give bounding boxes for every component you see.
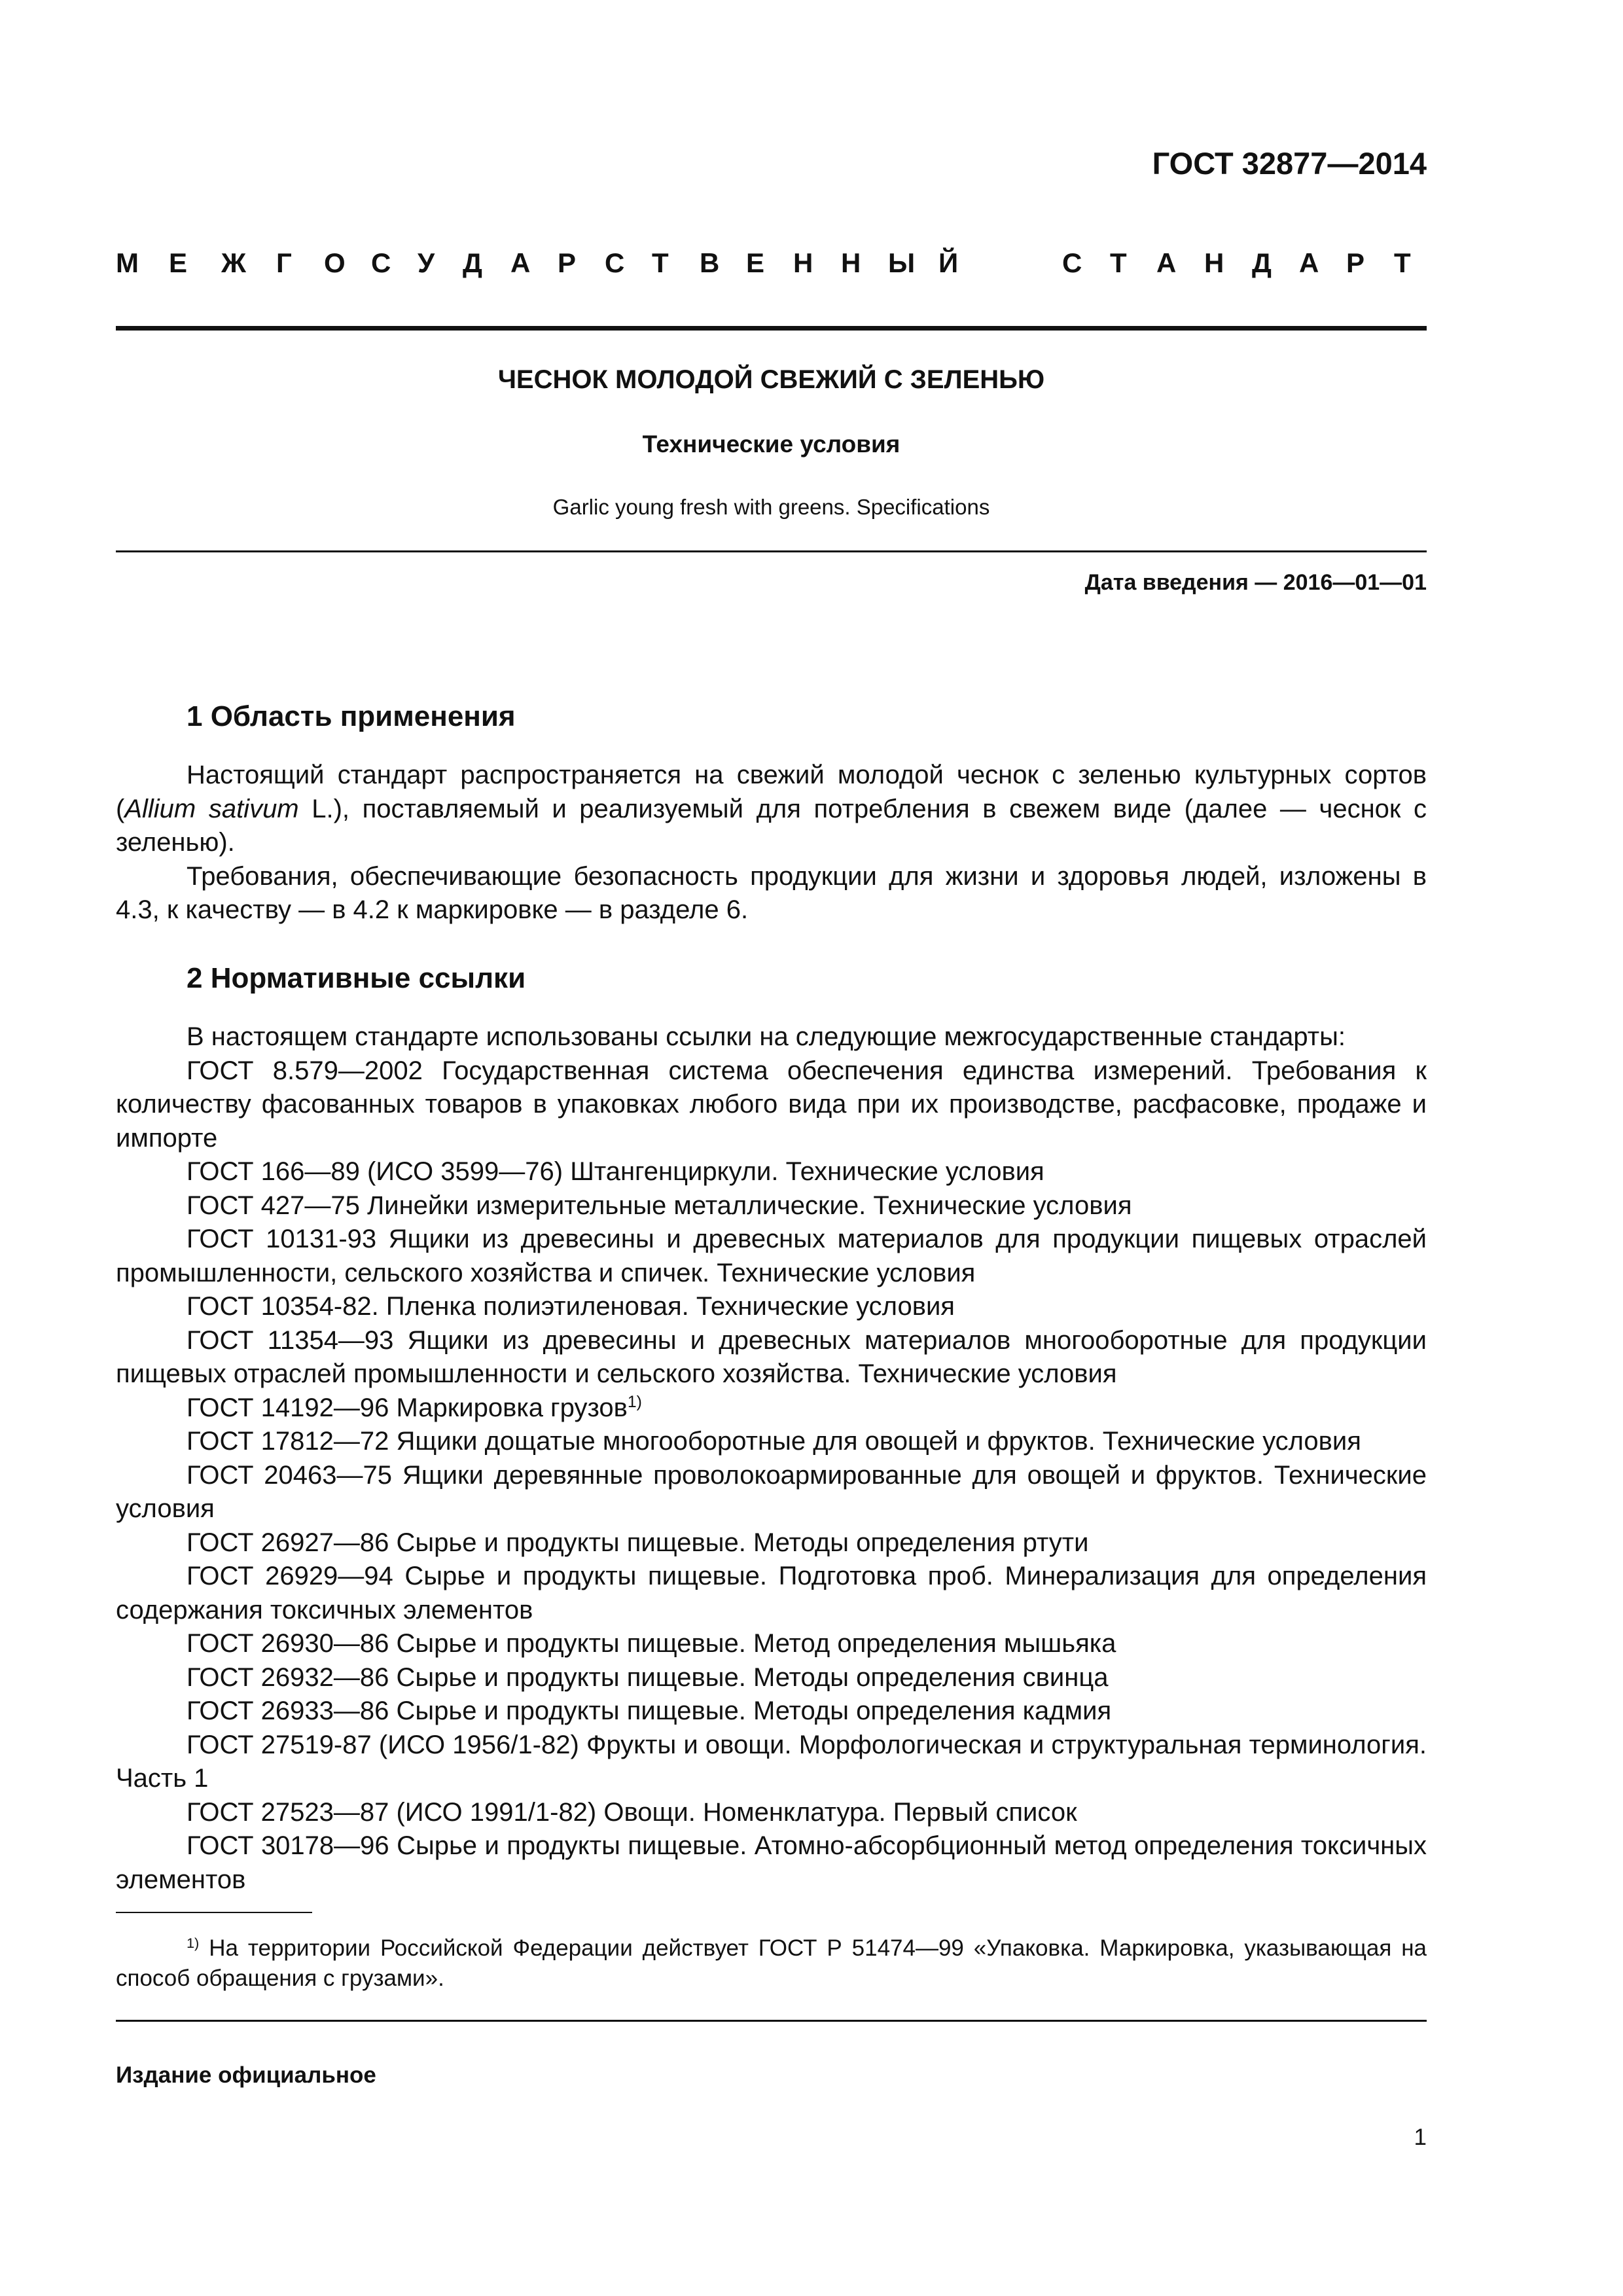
letter: М <box>116 247 139 278</box>
letter: Т <box>1394 247 1411 278</box>
letter: С <box>1062 247 1082 278</box>
footnote-paragraph <box>116 1933 1427 1994</box>
letter: Е <box>746 247 765 278</box>
title-rule <box>116 550 1427 552</box>
letter: Т <box>1110 247 1127 278</box>
letter: С <box>371 247 391 278</box>
english-title: Garlic young fresh with greens. Specifications <box>552 495 990 519</box>
letter: В <box>700 247 720 278</box>
letter: У <box>418 247 435 278</box>
letter: А <box>1299 247 1319 278</box>
document-subtitle: Технические условия <box>642 431 901 457</box>
reference-item: ГОСТ 26930—86 Сырье и продукты пищевые. Метод определения мышьяка <box>187 1629 1116 1658</box>
letter: С <box>605 247 625 278</box>
footnote-separator <box>116 1912 312 1913</box>
section-1-heading: 1 Область применения <box>187 700 516 732</box>
paragraph-text: Настоящий стандарт распространяется на свежий молодой чеснок с зеленью культурных сортов ( <box>116 761 1427 823</box>
reference-item: ГОСТ 30178—96 Сырье и продукты пищевые. Атомно-абсорбционный метод определения токсичных элементов <box>116 1831 1427 1894</box>
paragraph-text: L.), поставляемый и реализуемый для потребления в свежем виде (далее — чеснок с зеленью). <box>116 794 1427 857</box>
reference-item: ГОСТ 20463—75 Ящики деревянные проволокоармированные для овощей и фруктов. Технические условия <box>116 1460 1427 1523</box>
letter: Н <box>793 247 813 278</box>
reference-item: ГОСТ 10354-82. Пленка полиэтиленовая. Технические условия <box>187 1292 955 1321</box>
footnote-marker: 1) <box>187 1935 200 1952</box>
letter: Е <box>169 247 188 278</box>
letter: Т <box>652 247 669 278</box>
latin-name: Allium sativum <box>124 794 299 823</box>
letter: Й <box>938 247 959 278</box>
reference-item: ГОСТ 27519-87 (ИСО 1956/1-82) Фрукты и овощи. Морфологическая и структуральная терминология. Часть 1 <box>116 1730 1427 1793</box>
letter: Н <box>841 247 861 278</box>
reference-item: ГОСТ 427—75 Линейки измерительные металлические. Технические условия <box>187 1191 1132 1220</box>
reference-item: ГОСТ 8.579—2002 Государственная система обеспечения единства измерений. Требования к количеству фасованных товаров в упаковках любого вида при их производстве, расфасовке, продаже и импорте <box>116 1056 1427 1153</box>
section-2-intro: В настоящем стандарте использованы ссылки на следующие межгосударственные стандарты: <box>187 1022 1346 1051</box>
footer-rule <box>116 2020 1427 2022</box>
section-2-heading: 2 Нормативные ссылки <box>187 962 526 994</box>
letter: А <box>1156 247 1177 278</box>
reference-item: ГОСТ 26932—86 Сырье и продукты пищевые. Методы определения свинца <box>187 1662 1109 1692</box>
letter: А <box>510 247 531 278</box>
section-1-paragraph: Требования, обеспечивающие безопасность продукции для жизни и здоровья людей, изложены в 4.3, к качеству — в 4.2 к маркировке — в разделе 6. <box>116 861 1427 924</box>
letter: Ы <box>888 247 916 278</box>
page-number: 1 <box>1414 2125 1427 2150</box>
reference-item: ГОСТ 26929—94 Сырье и продукты пищевые. Подготовка проб. Минерализация для определения содержания токсичных элементов <box>116 1562 1427 1624</box>
footnote-text: На территории Российской Федерации действует ГОСТ Р 51474—99 «Упаковка. Маркировка, указывающая на способ обращения с грузами». <box>116 1935 1427 1991</box>
reference-text: ГОСТ 14192—96 Маркировка грузов <box>187 1393 628 1422</box>
letter: Р <box>1346 247 1365 278</box>
letter: Д <box>463 247 482 278</box>
standard-number: ГОСТ 32877—2014 <box>1152 146 1427 181</box>
letter: О <box>324 247 346 278</box>
edition-label: Издание официальное <box>116 2062 376 2088</box>
reference-item: ГОСТ 10131-93 Ящики из древесины и древесных материалов для продукции пищевых отраслей промышленности, сельского хозяйства и спичек. Технические условия <box>116 1225 1427 1287</box>
letter: Р <box>558 247 577 278</box>
section-1-paragraph <box>116 759 1427 860</box>
header-rule <box>116 326 1427 331</box>
reference-item: ГОСТ 26933—86 Сырье и продукты пищевые. Методы определения кадмия <box>187 1696 1112 1725</box>
letter: Д <box>1252 247 1272 278</box>
reference-item <box>116 1391 1427 1426</box>
document-title: ЧЕСНОК МОЛОДОЙ СВЕЖИЙ С ЗЕЛЕНЬЮ <box>497 365 1045 394</box>
footnote-marker: 1) <box>627 1393 642 1411</box>
intro-date: Дата введения — 2016—01—01 <box>1084 570 1427 595</box>
footnote <box>116 1933 1427 1994</box>
letter: Ж <box>221 247 246 278</box>
reference-item: ГОСТ 27523—87 (ИСО 1991/1-82) Овощи. Номенклатура. Первый список <box>187 1797 1077 1827</box>
letter: Г <box>276 247 292 278</box>
section-2-body <box>116 1020 1427 1897</box>
letter: Н <box>1204 247 1224 278</box>
reference-item: ГОСТ 166—89 (ИСО 3599—76) Штангенциркули. Технические условия <box>187 1157 1044 1186</box>
reference-item: ГОСТ 11354—93 Ящики из древесины и древесных материалов многооборотные для продукции пищевых отраслей промышленности и сельского хозяйства. Технические условия <box>116 1325 1427 1388</box>
reference-item: ГОСТ 17812—72 Ящики дощатые многооборотные для овощей и фруктов. Технические условия <box>187 1427 1361 1456</box>
section-1-body <box>116 759 1427 927</box>
reference-item: ГОСТ 26927—86 Сырье и продукты пищевые. Методы определения ртути <box>187 1528 1089 1557</box>
